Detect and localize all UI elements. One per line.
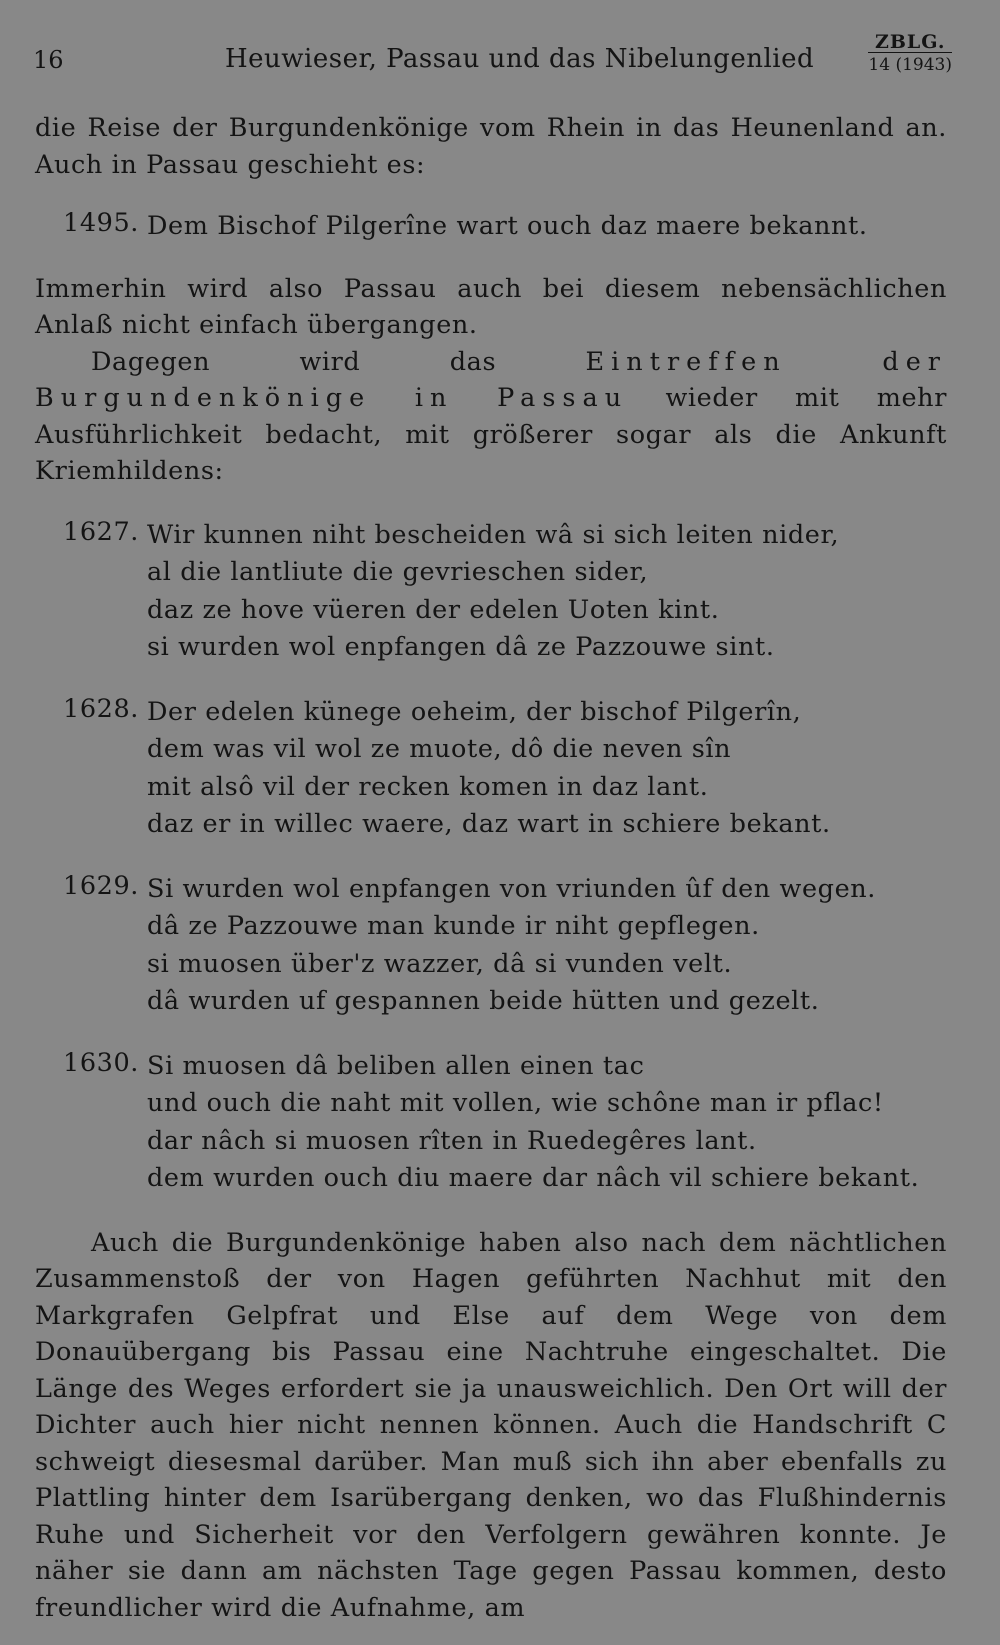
journal-abbreviation: ZBLG. bbox=[874, 31, 946, 53]
verse-line: si wurden wol enpfangen dâ ze Pazzouwe sint. bbox=[147, 632, 775, 662]
paragraph-4: Auch die Burgundenkönige haben also nach dem nächtlichen Zusammenstoß der von Hagen geführten Nachhut mit den Markgrafen Gelpfrat und Else auf dem Wege von dem Donauübergang bis Passau eine Nachtruhe eingeschaltet. Die Länge des Weges erfordert sie ja unausweichlich. Den Ort will der Dichter auch hier nicht nennen können. Auch die Handschrift C schweigt diesesmal darüber. Man muß sich ihn aber ebenfalls zu Plattling hinter dem Isarübergang denken, wo das Flußhindernis Ruhe und Sicherheit vor den Verfolgern gewähren konnte. Je näher sie dann am nächsten Tage gegen Passau kommen, desto freundlicher wird die Aufnahme, am bbox=[35, 1227, 947, 1623]
verse-line: Dem Bischof Pilgerîne wart ouch daz maere bekannt. bbox=[147, 211, 868, 241]
stanza-number: 1627. bbox=[63, 516, 140, 547]
verse-line: Si muosen dâ beliben allen einen tac bbox=[147, 1050, 645, 1081]
page-header bbox=[0, 0, 1000, 100]
verse-line: dar nâch si muosen rîten in Ruedegêres lant. bbox=[147, 1125, 757, 1156]
page-number: 16 bbox=[33, 46, 64, 74]
journal-reference bbox=[868, 32, 952, 75]
stanza-number: 1495. bbox=[63, 208, 140, 238]
running-title: Heuwieser, Passau und das Nibelungenlied bbox=[225, 44, 815, 74]
verse-line: mit alsô vil der recken komen in daz lant. bbox=[147, 771, 709, 802]
verse-line: Si wurden wol enpfangen von vriunden ûf den wegen. bbox=[147, 873, 876, 904]
paragraph-1: die Reise der Burgundenkönige vom Rhein in das Heunenland an. Auch in Passau geschieht es: bbox=[35, 113, 947, 180]
stanza-number: 1628. bbox=[63, 693, 140, 724]
verse-line: daz ze hove vüeren der edelen Uoten kint. bbox=[147, 594, 720, 625]
stanza-1630 bbox=[35, 1048, 947, 1198]
verse-line: Der edelen künege oeheim, der bischof Pilgerîn, bbox=[147, 696, 802, 727]
verse-line: dem was vil wol ze muote, dô die neven sîn bbox=[147, 734, 732, 764]
paragraph-3-start: Dagegen wird das bbox=[91, 346, 586, 377]
verse-line: dem wurden ouch diu maere dar nâch vil schiere bekant. bbox=[147, 1163, 920, 1193]
paragraph-3 bbox=[35, 344, 947, 490]
verse-line: dâ wurden uf gespannen beide hütten und gezelt. bbox=[147, 986, 820, 1016]
journal-volume: 14 (1943) bbox=[868, 52, 952, 75]
verse-line: dâ ze Pazzouwe man kunde ir niht gepflegen. bbox=[147, 911, 760, 941]
stanza-1628 bbox=[35, 694, 947, 844]
stanza-number: 1629. bbox=[63, 870, 140, 901]
paragraph-3-end: wieder mit mehr Ausführlichkeit bedacht, mit größerer sogar als die Ankunft Kriemhildens: bbox=[35, 383, 947, 486]
verse-line: Wir kunnen niht bescheiden wâ si sich leiten nider, bbox=[147, 519, 840, 550]
verse-line: si muosen über'z wazzer, dâ si vunden velt. bbox=[147, 948, 733, 979]
verse-line: al die lantliute die gevrieschen sider, bbox=[147, 557, 649, 587]
stanza-number: 1630. bbox=[63, 1047, 140, 1078]
page-body bbox=[35, 110, 947, 1626]
verse-line: daz er in willec waere, daz wart in schiere bekant. bbox=[147, 809, 831, 839]
spaced-emphasis: Eintreffen der Burgundenkönige in Passau bbox=[35, 346, 947, 413]
stanza-1627 bbox=[35, 517, 947, 667]
verse-line: und ouch die naht mit vollen, wie schône man ir pflac! bbox=[147, 1088, 884, 1118]
paragraph-2: Immerhin wird also Passau auch bei diesem nebensächlichen Anlaß nicht einfach übergangen. bbox=[35, 273, 947, 340]
stanza-1495 bbox=[35, 208, 947, 246]
stanza-1629 bbox=[35, 871, 947, 1021]
